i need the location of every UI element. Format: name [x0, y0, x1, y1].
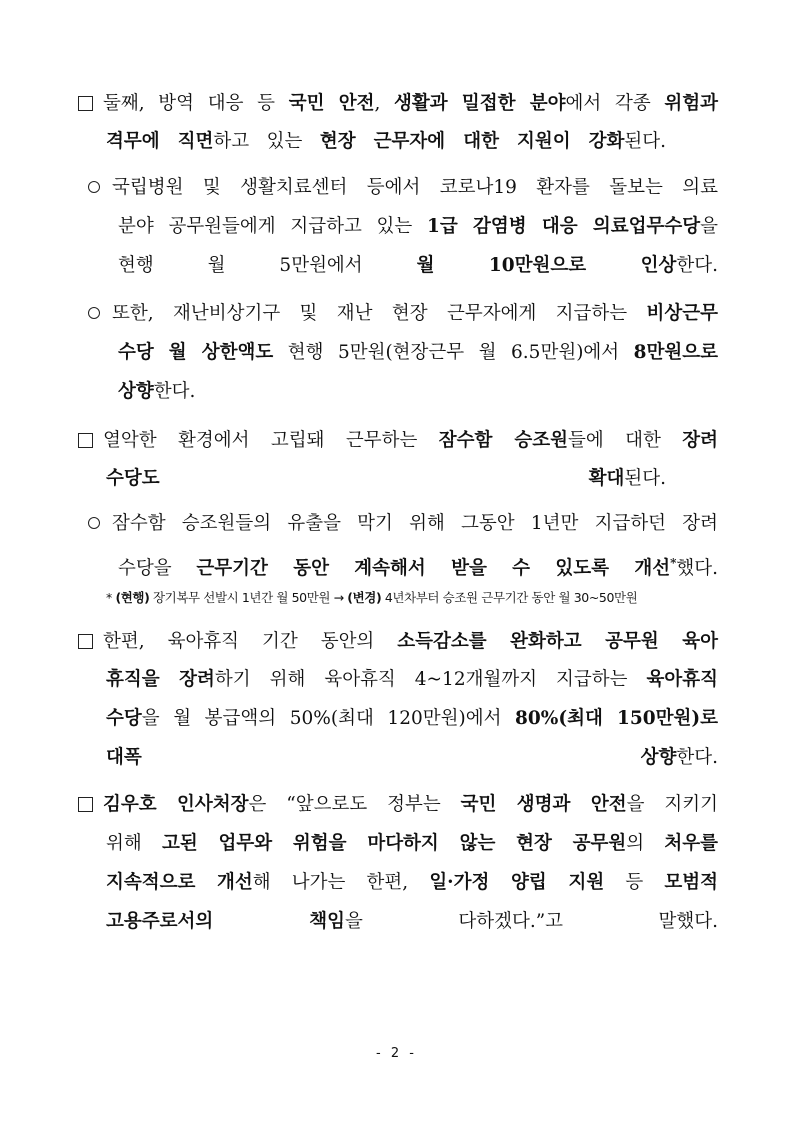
section-2a-line-1: 잠수함 승조원들의 유출을 막기 위해 그동안 1년만 지급하던 장려	[88, 506, 718, 542]
section-3-line-3: 수당을 월 봉급액의 50%(최대 120만원)에서 80%(최대 150만원)로	[106, 708, 718, 729]
checkbox-square-icon	[78, 634, 93, 649]
section-4-line-4: 고용주로서의 책임을 다하겠다.”고 말했다.	[106, 911, 718, 932]
footnote: * (현행) 장기복무 선발시 1년간 월 50만원 → (변경) 4년차부터 승조원 근무기간 동안 월 30~50만원	[106, 590, 638, 605]
section-1-line-1: 둘째, 방역 대응 등 국민 안전, 생활과 밀접한 분야에서 각종 위험과	[78, 86, 718, 122]
checkbox-square-icon	[78, 433, 93, 448]
section-3-line-1: 한편, 육아휴직 기간 동안의 소득감소를 완화하고 공무원 육아	[78, 624, 718, 660]
section-2-line-1: 열악한 환경에서 고립돼 근무하는 잠수함 승조원들에 대한 장려	[78, 423, 718, 459]
section-1a	[88, 170, 718, 206]
section-1b	[88, 296, 718, 332]
checkbox-square-icon	[78, 797, 93, 812]
section-4-line-3: 지속적으로 개선해 나가는 한편, 일·가정 양립 지원 등 모범적	[106, 872, 719, 893]
section-2-line-2: 수당도 확대된다.	[106, 468, 666, 489]
section-2a-line-2: 수당을 근무기간 동안 계속해서 받을 수 있도록 개선*했다.	[118, 556, 718, 580]
section-2a-cont	[118, 545, 718, 587]
section-2-cont	[106, 461, 666, 497]
section-4-cont	[106, 826, 718, 940]
circle-bullet-icon	[88, 307, 100, 319]
section-1	[78, 86, 718, 122]
section-2a	[88, 506, 718, 542]
section-3	[78, 624, 718, 660]
section-1-cont	[106, 124, 666, 160]
page-number: - 2 -	[376, 1046, 417, 1061]
section-1b-cont	[118, 335, 718, 410]
section-1a-line-2: 분야 공무원들에게 지급하고 있는 1급 감염병 대응 의료업무수당을	[118, 216, 719, 237]
section-1b-line-3: 상향한다.	[118, 381, 196, 402]
section-1b-line-2: 수당 월 상한액도 현행 5만원(현장근무 월 6.5만원)에서 8만원으로	[118, 342, 719, 363]
section-2	[78, 423, 718, 459]
section-1a-cont	[118, 209, 718, 284]
section-3-cont	[106, 662, 718, 776]
section-4-line-1: 김우호 인사처장은 “앞으로도 정부는 국민 생명과 안전을 지키기	[78, 787, 718, 823]
section-3-line-4: 대폭 상향한다.	[106, 747, 718, 768]
checkbox-square-icon	[78, 96, 93, 111]
section-4	[78, 787, 718, 823]
circle-bullet-icon	[88, 181, 100, 193]
section-4-line-2: 위해 고된 업무와 위험을 마다하지 않는 현장 공무원의 처우를	[106, 833, 718, 854]
section-1a-line-1: 국립병원 및 생활치료센터 등에서 코로나19 환자를 돌보는 의료	[88, 170, 718, 206]
section-1a-line-3: 현행 월 5만원에서 월 10만원으로 인상한다.	[118, 255, 718, 276]
section-3-line-2: 휴직을 장려하기 위해 육아휴직 4~12개월까지 지급하는 육아휴직	[106, 669, 718, 690]
section-1-line-2: 격무에 직면하고 있는 현장 근무자에 대한 지원이 강화된다.	[106, 131, 667, 152]
section-1b-line-1: 또한, 재난비상기구 및 재난 현장 근무자에게 지급하는 비상근무	[88, 296, 718, 332]
circle-bullet-icon	[88, 517, 100, 529]
